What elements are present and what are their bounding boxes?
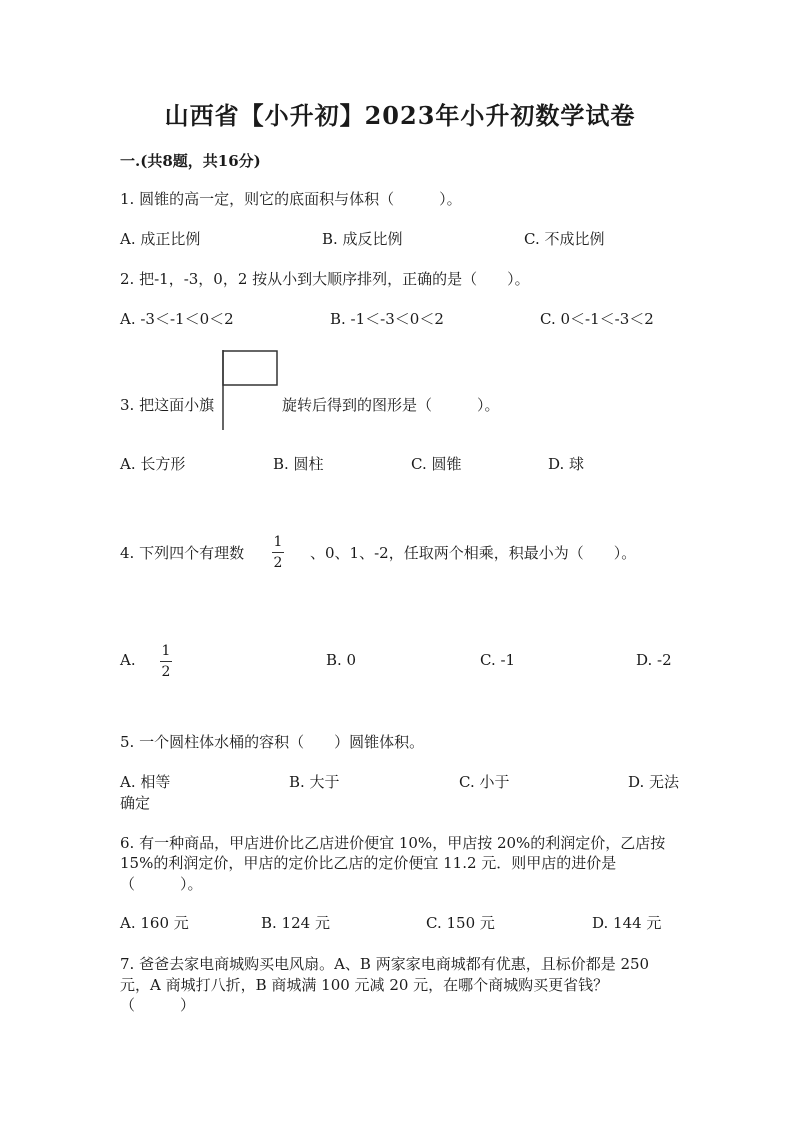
q5-option-b: B. 大于 — [289, 773, 340, 791]
question-6-line-3: （ ）。 — [120, 875, 203, 893]
question-7-line-3: （ ） — [120, 996, 196, 1014]
question-4-text-before: 4. 下列四个有理数 — [120, 544, 245, 562]
q4-option-a-bar — [160, 661, 172, 662]
flag-banner — [223, 351, 277, 385]
question-3-text-after: 旋转后得到的图形是（ ）。 — [282, 396, 500, 414]
question-3-text-before: 3. 把这面小旗 — [120, 396, 215, 414]
q3-option-b: B. 圆柱 — [273, 455, 324, 473]
question-6-line-2: 15%的利润定价，甲店的定价比乙店的定价便宜 11.2 元．则甲店的进价是 — [120, 854, 617, 872]
q6-option-d: D. 144 元 — [592, 914, 662, 932]
q5-option-d: D. 无法 — [628, 773, 680, 791]
q2-option-b: B. -1＜-3＜0＜2 — [330, 310, 444, 328]
q4-option-d: D. -2 — [636, 651, 672, 669]
q4-option-c: C. -1 — [480, 651, 516, 669]
question-7-line-2: 元，A 商城打八折，B 商城满 100 元减 20 元，在哪个商城购买更省钱？ — [120, 976, 609, 994]
q3-option-d: D. 球 — [548, 455, 585, 473]
q1-option-a: A. 成正比例 — [120, 230, 201, 248]
q5-option-a: A. 相等 — [120, 773, 171, 791]
q6-option-c: C. 150 元 — [426, 914, 495, 932]
q2-option-c: C. 0＜-1＜-3＜2 — [540, 310, 654, 328]
q6-option-b: B. 124 元 — [261, 914, 330, 932]
q3-option-a: A. 长方形 — [120, 455, 186, 473]
question-7-line-1: 7. 爸爸去家电商城购买电风扇。A、B 两家家电商城都有优惠，且标价都是 250 — [120, 955, 650, 973]
q5-option-c: C. 小于 — [459, 773, 510, 791]
q4-fraction-bar — [272, 552, 284, 553]
q6-option-a: A. 160 元 — [120, 914, 189, 932]
question-5-text: 5. 一个圆柱体水桶的容积（ ）圆锥体积。 — [120, 733, 425, 751]
q4-fraction-denominator: 2 — [273, 555, 283, 571]
q4-fraction — [272, 534, 284, 571]
q5-option-d-wrap: 确定 — [120, 794, 151, 812]
question-6-line-1: 6. 有一种商品，甲店进价比乙店进价便宜 10%，甲店按 20%的利润定价，乙店按 — [120, 834, 666, 852]
q2-option-a: A. -3＜-1＜0＜2 — [120, 310, 234, 328]
q4-option-a-numerator: 1 — [161, 643, 171, 659]
flag-figure — [222, 350, 282, 432]
q4-option-a-label: A. — [120, 651, 136, 669]
q4-option-a-fraction — [160, 643, 172, 680]
question-2-text: 2. 把-1，-3，0，2 按从小到大顺序排列，正确的是（ ）。 — [120, 270, 530, 288]
q4-option-a-denominator: 2 — [161, 664, 171, 680]
section-heading: 一.(共8题，共16分) — [120, 152, 261, 170]
question-4-text-after: 、0、1、-2，任取两个相乘，积最小为（ ）。 — [310, 544, 637, 562]
q4-fraction-numerator: 1 — [273, 534, 283, 550]
q1-option-b: B. 成反比例 — [322, 230, 403, 248]
q4-option-b: B. 0 — [326, 651, 357, 669]
q3-option-c: C. 圆锥 — [411, 455, 462, 473]
q1-option-c: C. 不成比例 — [524, 230, 605, 248]
question-1-text: 1. 圆锥的高一定，则它的底面积与体积（ ）。 — [120, 190, 462, 208]
exam-title: 山西省【小升初】2023年小升初数学试卷 — [164, 101, 636, 130]
